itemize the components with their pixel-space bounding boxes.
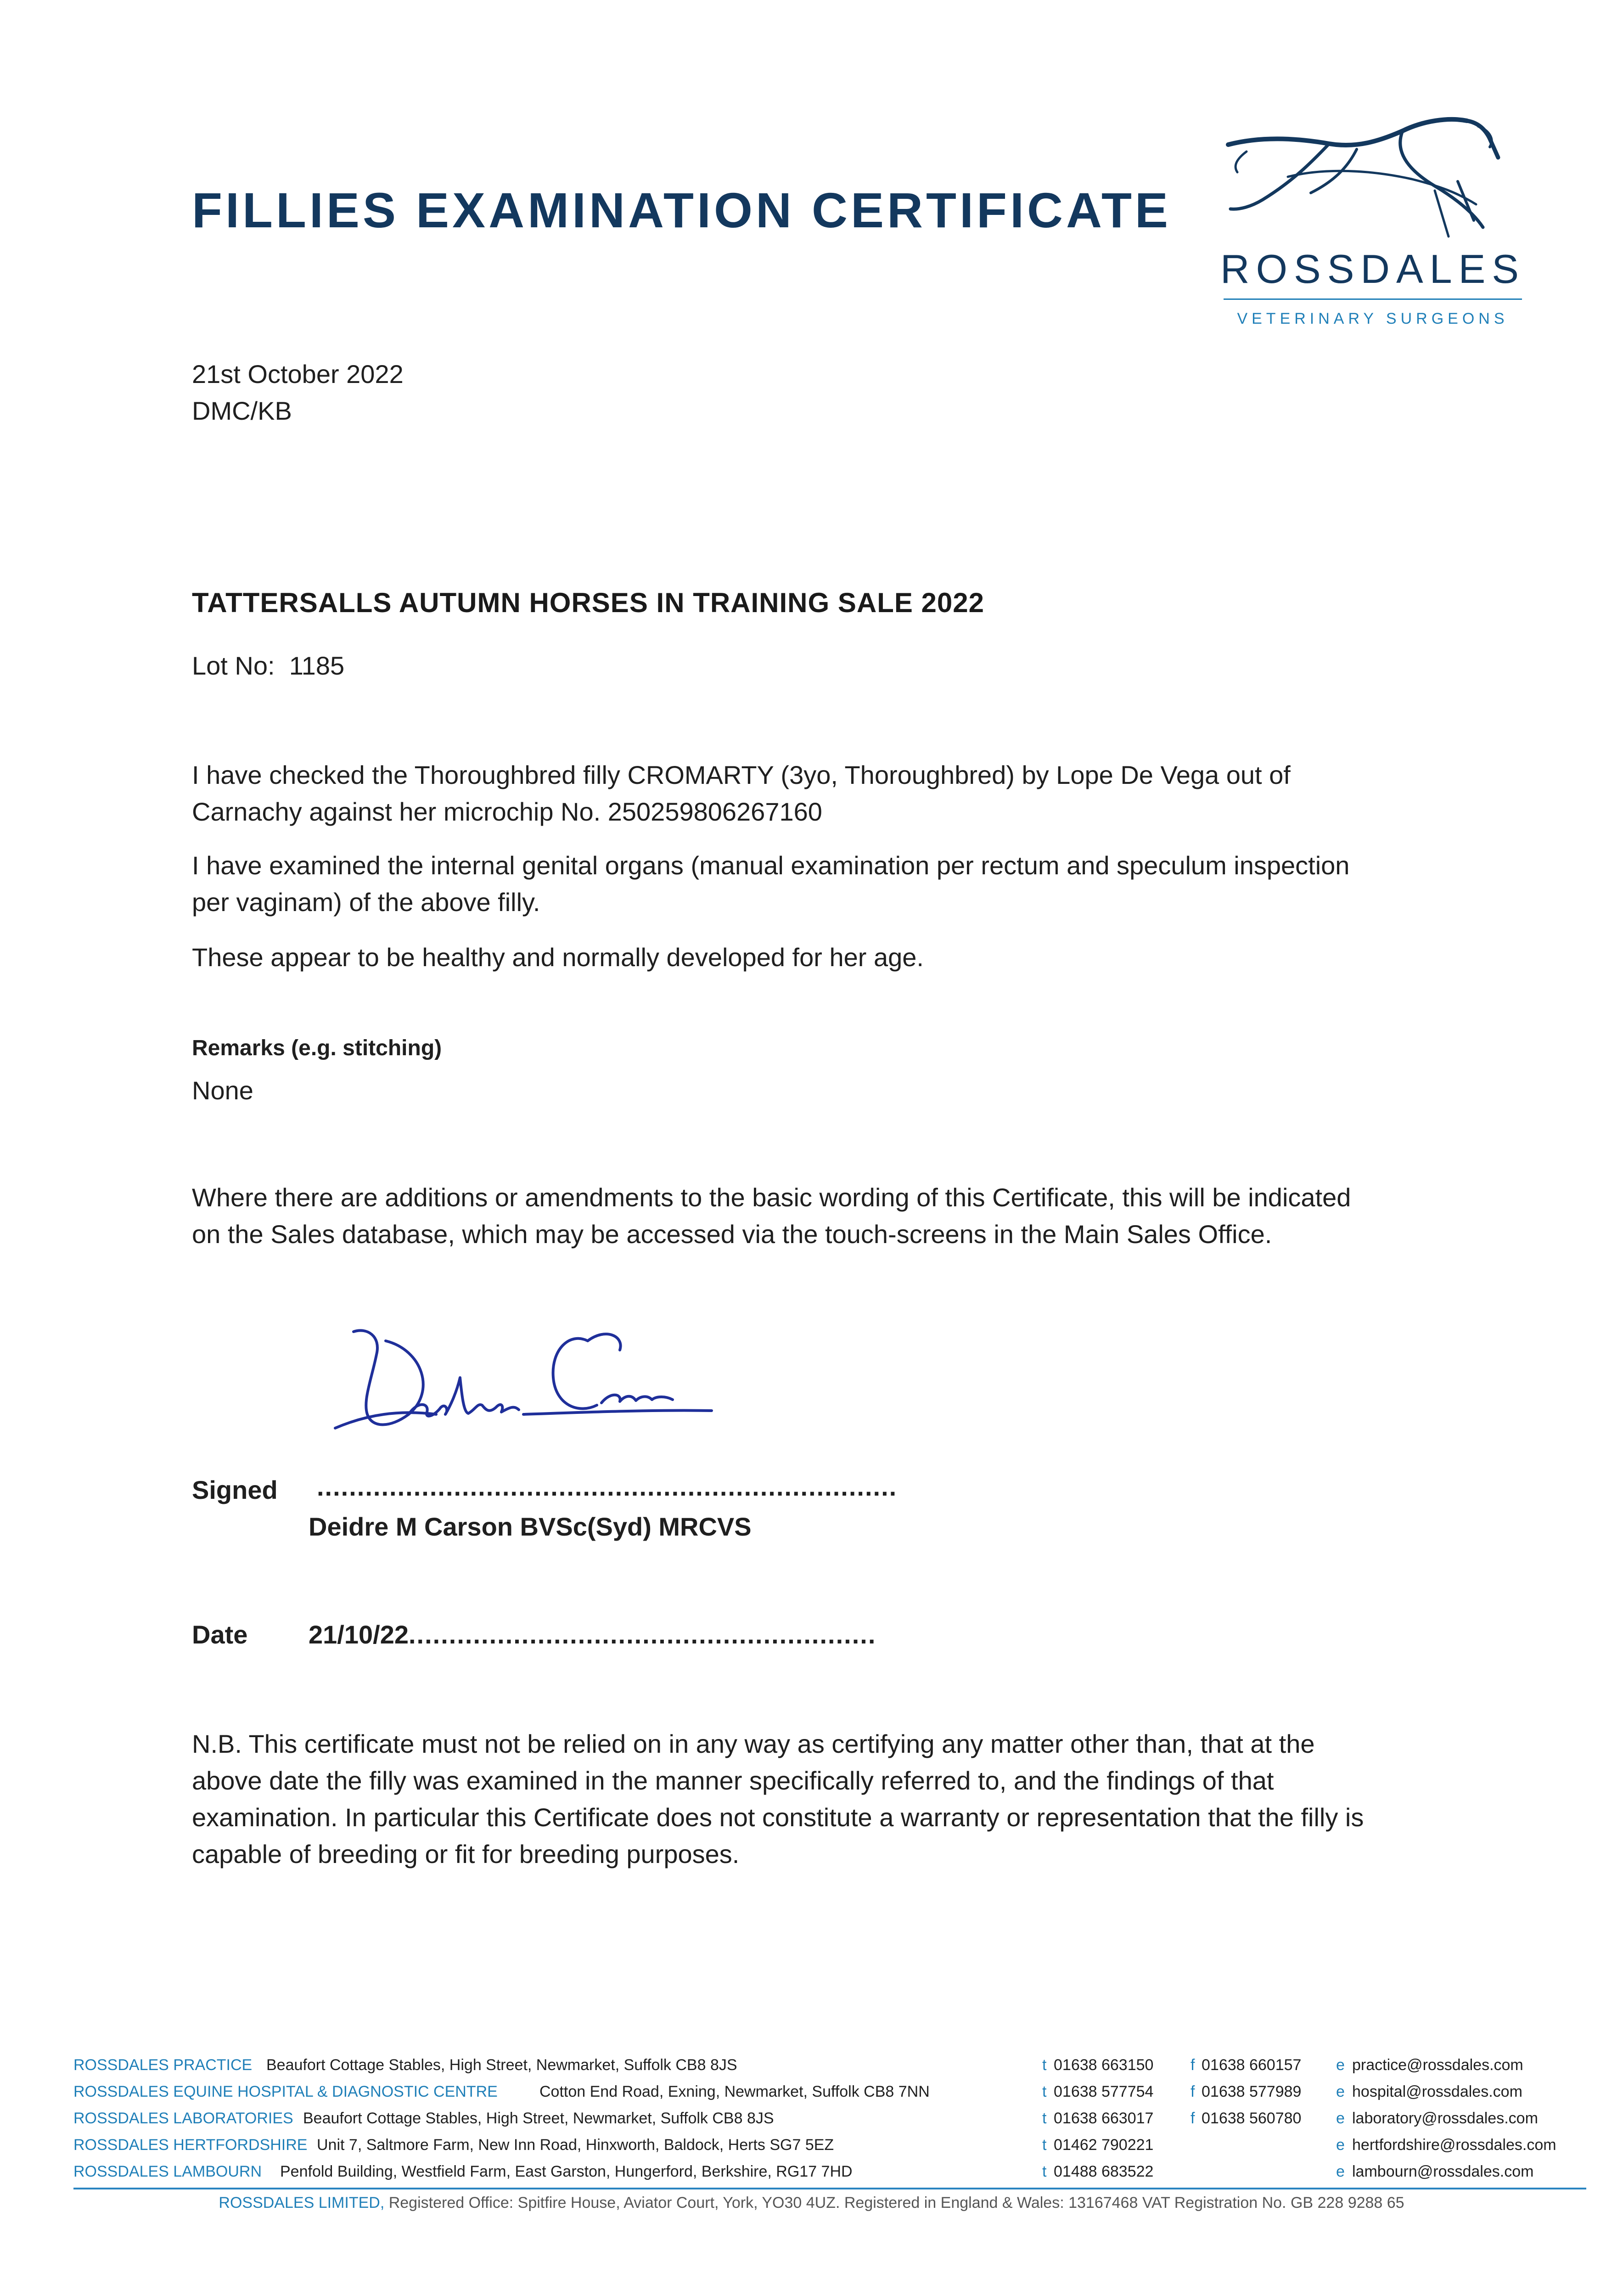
office-address: Cotton End Road, Exning, Newmarket, Suffolk CB8 7NN [539,2083,930,2100]
date-value: 21/10/22 [309,1620,409,1649]
office-address: Penfold Building, Westfield Farm, East Garston, Hungerford, Berkshire, RG17 7HD [280,2163,853,2180]
date-label: Date [192,1620,248,1649]
footer-row-practice [0,2052,1623,2078]
signatory-name: Deidre M Carson BVSc(Syd) MRCVS [309,1512,752,1541]
logo-name: ROSSDALES [1220,246,1525,292]
registered-company-name: ROSSDALES LIMITED, [219,2194,385,2212]
lot-line [192,647,344,684]
remarks-value: None [192,1076,253,1105]
registered-office [0,2194,1623,2212]
office-name: ROSSDALES EQUINE HOSPITAL & DIAGNOSTIC CENTRE [73,2083,498,2100]
remarks-label: Remarks (e.g. stitching) [192,1036,442,1060]
email-address[interactable]: hospital@rossdales.com [1352,2083,1522,2100]
fax-label: f [1191,2110,1195,2127]
logo-divider [1224,298,1522,300]
nb-disclaimer: N.B. This certificate must not be relied on in any way as certifying any matter other than, that at the above date the filly was examined in the manner specifically referred to, and the findings of that examination. In particular this Certificate does not constitute a warranty or representation that the filly is capable of breeding or fit for breeding purposes. [192,1729,1364,1868]
document-title: FILLIES EXAMINATION CERTIFICATE [192,182,1171,238]
office-name: ROSSDALES LAMBOURN [73,2163,262,2180]
office-name: ROSSDALES LABORATORIES [73,2110,293,2127]
fax-label: f [1191,2056,1195,2074]
paragraph-examination: I have examined the internal genital organs (manual examination per rectum and speculum inspection per vaginam) of the above filly. [192,851,1350,917]
email-address[interactable]: laboratory@rossdales.com [1352,2110,1538,2127]
tel-number: 01462 790221 [1054,2136,1154,2154]
office-address: Beaufort Cottage Stables, High Street, Newmarket, Suffolk CB8 8JS [303,2110,774,2127]
sale-heading: TATTERSALLS AUTUMN HORSES IN TRAINING SALE 2022 [192,587,985,618]
tel-number: 01638 663017 [1054,2110,1154,2127]
email-label: e [1336,2136,1345,2154]
date-value-line [309,1616,876,1653]
signed-label: Signed [192,1475,278,1504]
horse-icon [1219,113,1527,259]
tel-number: 01488 683522 [1054,2163,1154,2180]
email-address[interactable]: hertfordshire@rossdales.com [1352,2136,1556,2154]
logo-subtitle: VETERINARY SURGEONS [1237,310,1509,327]
email-address[interactable]: lambourn@rossdales.com [1352,2163,1534,2180]
fax-number: 01638 560780 [1202,2110,1302,2127]
amendments-notice: Where there are additions or amendments to the basic wording of this Certificate, this will be indicated on the Sales database, which may be accessed via the touch-screens in the Main Sales Office. [192,1183,1351,1249]
tel-number: 01638 663150 [1054,2056,1154,2074]
footer-row-hertfordshire [0,2132,1623,2158]
signature-dotted-line: ........................................................................ [317,1472,898,1501]
lot-label: Lot No: [192,651,275,680]
email-address[interactable]: practice@rossdales.com [1352,2056,1523,2074]
footer-row-laboratories [0,2105,1623,2132]
footer-row-hospital [0,2078,1623,2105]
paragraph-microchip: I have checked the Thoroughbred filly CROMARTY (3yo, Thoroughbred) by Lope De Vega out of Carnachy against her microchip No. 250259806267160 [192,760,1291,826]
fax-number: 01638 577989 [1202,2083,1302,2100]
office-name: ROSSDALES PRACTICE [73,2056,253,2074]
signature-image [331,1322,790,1451]
email-label: e [1336,2056,1345,2074]
tel-label: t [1042,2163,1047,2180]
fax-number: 01638 660157 [1202,2056,1302,2074]
date-dotted-line: .......................................................... [408,1620,876,1649]
email-label: e [1336,2110,1345,2127]
rossdales-logo [1219,113,1527,338]
footer-contacts [0,2052,1623,2189]
tel-number: 01638 577754 [1054,2083,1154,2100]
paragraph-findings: These appear to be healthy and normally developed for her age. [192,943,924,972]
email-label: e [1336,2163,1345,2180]
tel-label: t [1042,2056,1047,2074]
tel-label: t [1042,2110,1047,2127]
footer-divider [73,2188,1586,2189]
office-name: ROSSDALES HERTFORDSHIRE [73,2136,308,2154]
tel-label: t [1042,2136,1047,2154]
letter-date: 21st October 2022 [192,360,404,388]
email-label: e [1336,2083,1345,2100]
office-address: Beaufort Cottage Stables, High Street, Newmarket, Suffolk CB8 8JS [266,2056,737,2074]
lot-number: 1185 [289,651,345,680]
fax-label: f [1191,2083,1195,2100]
registered-office-text: Registered Office: Spitfire House, Aviator Court, York, YO30 4UZ. Registered in England & Wales: 13167468 VAT Registration No. GB 228 9288 65 [388,2194,1404,2212]
letter-reference: DMC/KB [192,396,292,425]
footer-row-lambourn [0,2158,1623,2185]
tel-label: t [1042,2083,1047,2100]
office-address: Unit 7, Saltmore Farm, New Inn Road, Hinxworth, Baldock, Herts SG7 5EZ [317,2136,834,2154]
